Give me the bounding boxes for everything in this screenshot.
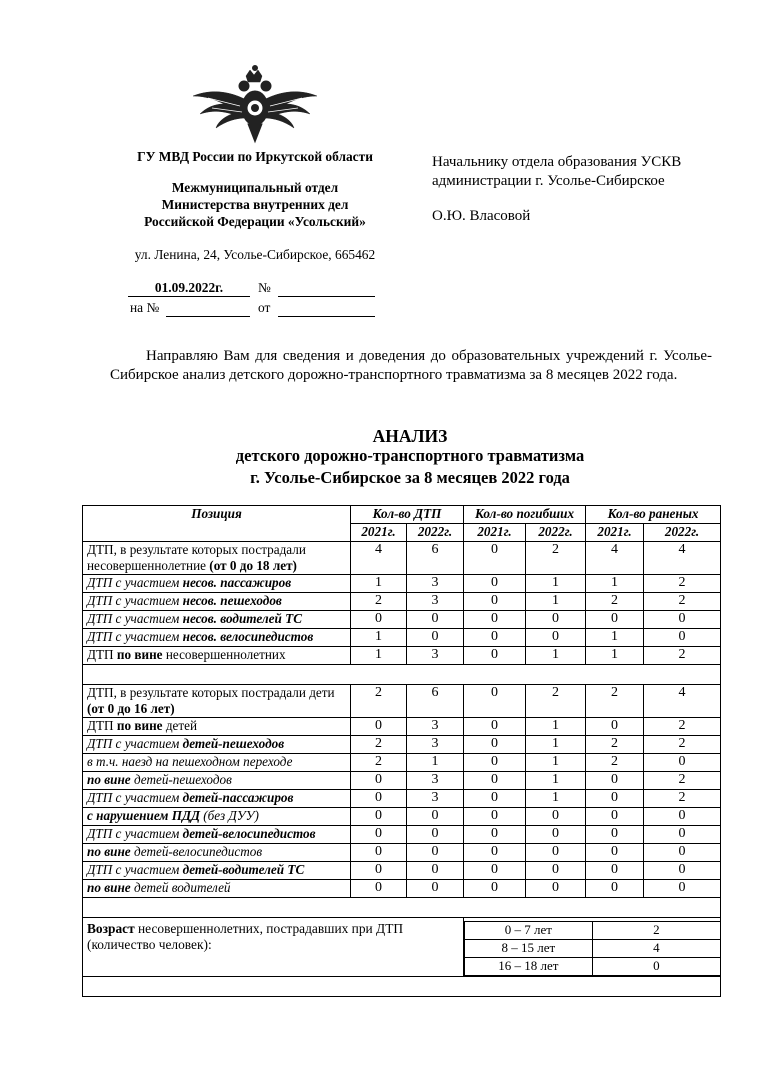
- value-cell: 0: [526, 611, 586, 629]
- value-cell: 1: [586, 575, 644, 593]
- label-part: ДТП с участием: [87, 862, 183, 877]
- value-cell: 2: [644, 736, 721, 754]
- recipient-line2: администрации г. Усолье-Сибирское: [432, 173, 665, 189]
- value-cell: 1: [351, 647, 407, 665]
- value-cell: 0: [351, 844, 407, 862]
- label-part: детей-пешеходов: [130, 772, 232, 787]
- recipient-name: О.Ю. Власовой: [432, 208, 531, 224]
- injury-analysis-table: [82, 505, 721, 997]
- label-part: ДТП с участием: [87, 593, 183, 608]
- value-cell: 0: [644, 629, 721, 647]
- value-cell: 6: [407, 685, 464, 718]
- value-cell: 2: [644, 647, 721, 665]
- header-year: 2022г.: [526, 524, 586, 542]
- value-cell: 3: [407, 575, 464, 593]
- value-cell: 4: [644, 685, 721, 718]
- spacer-row: [83, 977, 721, 997]
- label-part: детей-велосипедистов: [182, 826, 316, 841]
- value-cell: 0: [644, 808, 721, 826]
- value-cell: 0: [526, 844, 586, 862]
- age-label-bold: Возраст: [87, 921, 135, 936]
- value-cell: 0: [407, 629, 464, 647]
- analysis-title: АНАЛИЗ: [372, 426, 448, 446]
- number-label: №: [258, 280, 271, 295]
- value-cell: 0: [407, 880, 464, 898]
- value-cell: 3: [407, 736, 464, 754]
- table-row: [83, 736, 721, 754]
- label-part: несов. пассажиров: [182, 575, 292, 590]
- value-cell: 0: [586, 772, 644, 790]
- value-cell: 2: [586, 754, 644, 772]
- age-label: [83, 918, 464, 977]
- spacer-row: [83, 665, 721, 685]
- header-year: 2021г.: [351, 524, 407, 542]
- value-cell: 1: [526, 575, 586, 593]
- value-cell: 0: [464, 611, 526, 629]
- label-part: ДТП, в результате которых пострадали дети: [87, 685, 335, 700]
- ref-label: на №: [130, 300, 160, 315]
- value-cell: 0: [464, 629, 526, 647]
- value-cell: 0: [586, 808, 644, 826]
- label-part: (от 0 до 16 лет): [87, 701, 175, 716]
- row-position-label: [83, 685, 351, 718]
- label-part: несов. пешеходов: [182, 593, 282, 608]
- value-cell: 2: [351, 736, 407, 754]
- intro-paragraph: Направляю Вам для сведения и доведения до образовательных учреждений г. Усолье-Сибирское анализ детского дорожно-транспортного травматизма за 8 месяцев 2022 года.: [110, 348, 712, 383]
- label-part: ДТП с участием: [87, 611, 183, 626]
- table-row: [83, 647, 721, 665]
- header-year: 2021г.: [586, 524, 644, 542]
- table-row: [83, 772, 721, 790]
- header-year: 2021г.: [464, 524, 526, 542]
- value-cell: 0: [351, 772, 407, 790]
- value-cell: 0: [586, 862, 644, 880]
- value-cell: 0: [407, 862, 464, 880]
- label-part: детей-пассажиров: [182, 790, 294, 805]
- value-cell: 0: [526, 808, 586, 826]
- value-cell: 0: [351, 718, 407, 736]
- label-part: детей: [162, 718, 198, 733]
- value-cell: 0: [351, 808, 407, 826]
- value-cell: 1: [351, 575, 407, 593]
- mvd-emblem-icon: [188, 62, 322, 146]
- table-row: [83, 862, 721, 880]
- label-part: по вине: [87, 880, 131, 895]
- label-part: (от 0 до 18 лет): [209, 558, 297, 573]
- value-cell: 1: [526, 772, 586, 790]
- value-cell: 2: [586, 736, 644, 754]
- age-breakdown-row: [465, 940, 721, 958]
- value-cell: 0: [464, 808, 526, 826]
- table-row: [83, 844, 721, 862]
- value-cell: 0: [526, 629, 586, 647]
- value-cell: 4: [644, 542, 721, 575]
- header-killed: Кол-во погибших: [464, 506, 586, 524]
- age-range: 16 – 18 лет: [465, 958, 593, 976]
- value-cell: 0: [586, 880, 644, 898]
- label-part: ДТП, в результате которых пострадали несовершеннолетние: [87, 542, 306, 573]
- row-position-label: [83, 593, 351, 611]
- header-position: Позиция: [83, 506, 351, 542]
- value-cell: 0: [464, 880, 526, 898]
- age-breakdown-row: [465, 922, 721, 940]
- ref-line: [166, 300, 250, 317]
- value-cell: 0: [464, 790, 526, 808]
- age-range: 8 – 15 лет: [465, 940, 593, 958]
- value-cell: 4: [586, 542, 644, 575]
- value-cell: 2: [644, 790, 721, 808]
- label-part: детей-велосипедистов: [130, 844, 263, 859]
- value-cell: 0: [586, 611, 644, 629]
- value-cell: 0: [351, 862, 407, 880]
- row-position-label: [83, 844, 351, 862]
- label-part: несов. водителей ТС: [182, 611, 302, 626]
- label-part: ДТП с участием: [87, 575, 183, 590]
- table-row: [83, 542, 721, 575]
- label-part: несовершеннолетних: [162, 647, 286, 662]
- table-row: [83, 880, 721, 898]
- analysis-subtitle: детского дорожно-транспортного травматизма: [235, 446, 585, 465]
- value-cell: 0: [464, 575, 526, 593]
- value-cell: 1: [526, 647, 586, 665]
- table-row: [83, 685, 721, 718]
- letter-date: 01.09.2022г.: [128, 280, 250, 297]
- row-position-label: [83, 575, 351, 593]
- value-cell: 2: [644, 575, 721, 593]
- value-cell: 0: [586, 718, 644, 736]
- row-position-label: [83, 880, 351, 898]
- from-line: [278, 300, 375, 317]
- value-cell: 1: [586, 647, 644, 665]
- row-position-label: [83, 862, 351, 880]
- value-cell: 2: [644, 772, 721, 790]
- table-row: [83, 754, 721, 772]
- label-part: по вине: [116, 718, 163, 733]
- label-part: в т.ч. наезд на пешеходном переходе: [87, 754, 293, 769]
- value-cell: 0: [351, 826, 407, 844]
- value-cell: 4: [351, 542, 407, 575]
- value-cell: 0: [586, 790, 644, 808]
- label-part: детей-пешеходов: [182, 736, 285, 751]
- value-cell: 0: [407, 826, 464, 844]
- table-row: [83, 808, 721, 826]
- row-position-label: [83, 736, 351, 754]
- value-cell: 0: [351, 880, 407, 898]
- value-cell: 0: [464, 754, 526, 772]
- value-cell: 0: [407, 611, 464, 629]
- table-row: [83, 629, 721, 647]
- age-range: 0 – 7 лет: [465, 922, 593, 940]
- value-cell: 0: [586, 826, 644, 844]
- table-row: [83, 575, 721, 593]
- value-cell: 2: [644, 718, 721, 736]
- label-part: ДТП: [87, 718, 117, 733]
- value-cell: 3: [407, 647, 464, 665]
- header-year: 2022г.: [407, 524, 464, 542]
- value-cell: 0: [526, 862, 586, 880]
- value-cell: 1: [526, 790, 586, 808]
- header-year: 2022г.: [644, 524, 721, 542]
- table-row: [83, 593, 721, 611]
- sender-dept-line3: Российской Федерации «Усольский»: [144, 214, 366, 229]
- value-cell: 1: [351, 629, 407, 647]
- row-position-label: [83, 647, 351, 665]
- sender-org: ГУ МВД России по Иркутской области: [137, 149, 373, 164]
- value-cell: 1: [526, 718, 586, 736]
- value-cell: 1: [407, 754, 464, 772]
- value-cell: 2: [351, 685, 407, 718]
- value-cell: 0: [644, 880, 721, 898]
- header-injured: Кол-во раненых: [586, 506, 721, 524]
- sender-dept-line2: Министерства внутренних дел: [161, 197, 349, 212]
- row-position-label: [83, 772, 351, 790]
- label-part: ДТП с участием: [87, 826, 183, 841]
- value-cell: 0: [644, 611, 721, 629]
- sender-dept-line1: Межмуниципальный отдел: [171, 180, 339, 195]
- value-cell: 0: [464, 718, 526, 736]
- label-part: детей водителей: [130, 880, 231, 895]
- value-cell: 0: [407, 844, 464, 862]
- value-cell: 2: [351, 593, 407, 611]
- value-cell: 0: [586, 844, 644, 862]
- value-cell: 0: [464, 685, 526, 718]
- value-cell: 0: [464, 772, 526, 790]
- label-part: (без ДУУ): [199, 808, 259, 823]
- value-cell: 0: [526, 880, 586, 898]
- age-breakdown: [464, 918, 721, 977]
- value-cell: 2: [586, 685, 644, 718]
- row-position-label: [83, 611, 351, 629]
- value-cell: 0: [407, 808, 464, 826]
- value-cell: 0: [644, 844, 721, 862]
- value-cell: 3: [407, 593, 464, 611]
- table-row: [83, 611, 721, 629]
- value-cell: 3: [407, 772, 464, 790]
- label-part: по вине: [87, 844, 131, 859]
- age-row: [83, 918, 721, 977]
- age-count: 2: [592, 922, 720, 940]
- value-cell: 2: [644, 593, 721, 611]
- spacer-row: [83, 898, 721, 918]
- header-dtp-count: Кол-во ДТП: [351, 506, 464, 524]
- table-row: [83, 826, 721, 844]
- row-position-label: [83, 542, 351, 575]
- label-part: ДТП с участием: [87, 736, 183, 751]
- label-part: детей-водителей ТС: [182, 862, 305, 877]
- value-cell: 0: [526, 826, 586, 844]
- age-count: 0: [592, 958, 720, 976]
- age-count: 4: [592, 940, 720, 958]
- table-row: [83, 790, 721, 808]
- sender-address: ул. Ленина, 24, Усолье-Сибирское, 665462: [134, 247, 376, 262]
- row-position-label: [83, 754, 351, 772]
- value-cell: 0: [464, 826, 526, 844]
- number-line: [278, 280, 375, 297]
- value-cell: 0: [464, 542, 526, 575]
- value-cell: 2: [586, 593, 644, 611]
- value-cell: 1: [526, 736, 586, 754]
- value-cell: 2: [526, 685, 586, 718]
- value-cell: 0: [464, 647, 526, 665]
- age-label-rest: несовершеннолетних, пострадавших при ДТП (количество человек):: [87, 921, 404, 952]
- row-position-label: [83, 808, 351, 826]
- value-cell: 0: [464, 844, 526, 862]
- label-part: ДТП: [87, 647, 117, 662]
- label-part: с нарушением ПДД: [87, 808, 200, 823]
- value-cell: 2: [526, 542, 586, 575]
- row-position-label: [83, 718, 351, 736]
- table-row: [83, 718, 721, 736]
- row-position-label: [83, 826, 351, 844]
- value-cell: 0: [464, 862, 526, 880]
- label-part: по вине: [87, 772, 131, 787]
- value-cell: 0: [644, 862, 721, 880]
- value-cell: 1: [526, 593, 586, 611]
- label-part: ДТП с участием: [87, 629, 183, 644]
- label-part: несов. велосипедистов: [182, 629, 314, 644]
- value-cell: 0: [351, 611, 407, 629]
- value-cell: 6: [407, 542, 464, 575]
- value-cell: 2: [351, 754, 407, 772]
- row-position-label: [83, 629, 351, 647]
- value-cell: 1: [526, 754, 586, 772]
- value-cell: 1: [586, 629, 644, 647]
- value-cell: 0: [644, 826, 721, 844]
- value-cell: 3: [407, 718, 464, 736]
- value-cell: 0: [351, 790, 407, 808]
- label-part: по вине: [116, 647, 163, 662]
- analysis-period: г. Усолье-Сибирское за 8 месяцев 2022 года: [250, 468, 570, 487]
- recipient-line1: Начальнику отдела образования УСКВ: [432, 154, 682, 170]
- label-part: ДТП с участием: [87, 790, 183, 805]
- value-cell: 3: [407, 790, 464, 808]
- value-cell: 0: [464, 736, 526, 754]
- value-cell: 0: [464, 593, 526, 611]
- from-label: от: [258, 300, 271, 315]
- row-position-label: [83, 790, 351, 808]
- value-cell: 0: [644, 754, 721, 772]
- age-breakdown-row: [465, 958, 721, 976]
